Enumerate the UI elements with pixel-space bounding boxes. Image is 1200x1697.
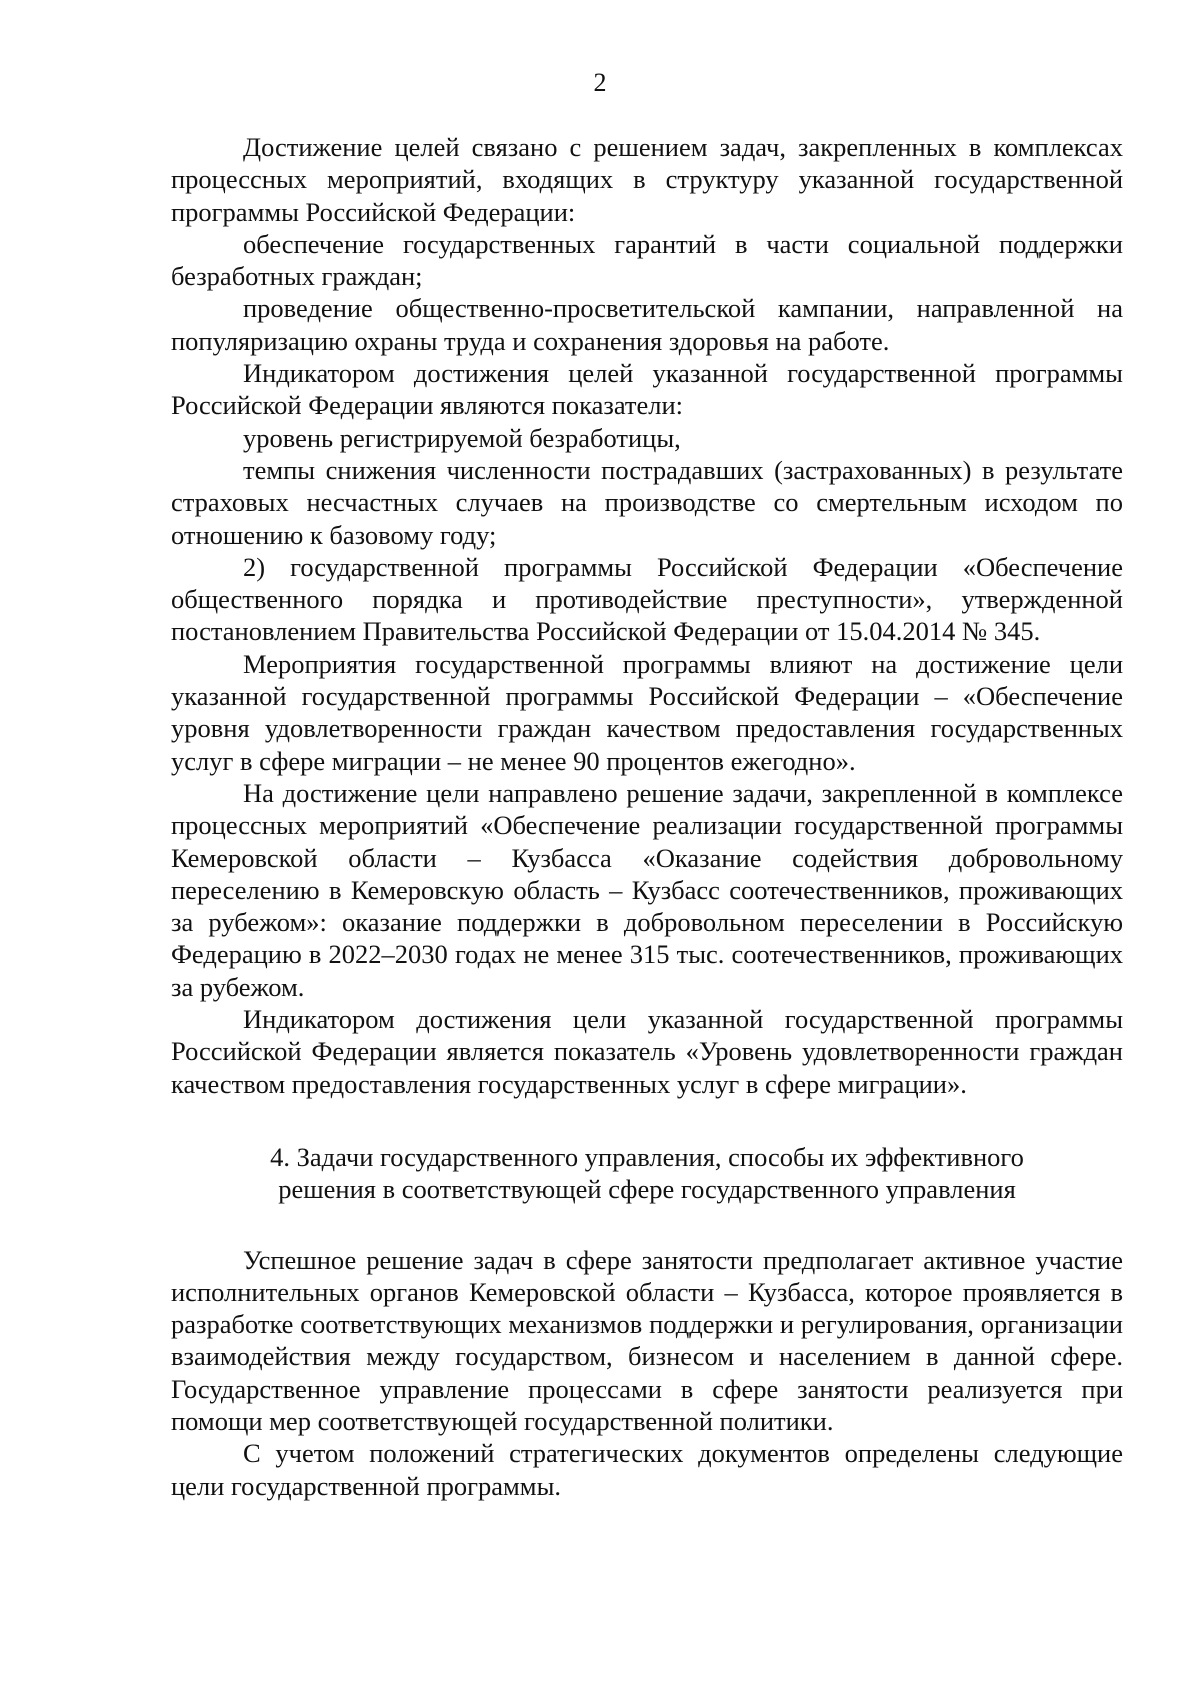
paragraph: проведение общественно-просветительской кампании, направленной на популяризацию охраны труда и сохранения здоровья на работе. — [171, 293, 1123, 356]
paragraph: обеспечение государственных гарантий в части социальной поддержки безработных граждан; — [171, 228, 1123, 292]
paragraph: темпы снижения численности пострадавших (застрахованных) в результате страховых несчастных случаев на производстве со смертельным исходом по отношению к базовому году; — [171, 454, 1123, 550]
document-body — [171, 131, 1123, 1502]
paragraph: уровень регистрируемой безработицы, — [243, 422, 681, 453]
section-heading-line: решения в соответствующей сфере государственного управления — [278, 1174, 1016, 1205]
paragraph: 2) государственной программы Российской Федерации «Обеспечение общественного порядка и противодействие преступности», утвержденной постановлением Правительства Российской Федерации от 15.04.2014 № 345. — [171, 551, 1123, 647]
page-number: 2 — [593, 68, 607, 97]
paragraph: На достижение цели направлено решение задачи, закрепленной в комплексе процессных мероприятий «Обеспечение реализации государственной программы Кемеровской области – Кузбасса «Оказание содействия добровольному переселению в Кемеровскую область – Кузбасс соотечественников, проживающих за рубежом»: оказание поддержки в добровольном переселении в Российскую Федерацию в 2022–2030 годах не менее 315 тыс. соотечественников, проживающих за рубежом. — [171, 777, 1123, 1002]
section-heading-line: 4. Задачи государственного управления, способы их эффективного — [270, 1141, 1024, 1172]
section-heading — [171, 1141, 1123, 1206]
paragraph: Успешное решение задач в сфере занятости предполагает активное участие исполнительных органов Кемеровской области – Кузбасса, которое проявляется в разработке соответствующих механизмов поддержки и регулирования, организации взаимодействия между государством, бизнесом и населением в данной сфере. Государственное управление процессами в сфере занятости реализуется при помощи мер соответствующей государственной политики. — [171, 1244, 1123, 1436]
paragraph: Мероприятия государственной программы влияют на достижение цели указанной государственной программы Российской Федерации – «Обеспечение уровня удовлетворенности граждан качеством предоставления государственных услуг в сфере миграции – не менее 90 процентов ежегодно». — [171, 648, 1123, 776]
paragraph: Индикатором достижения цели указанной государственной программы Российской Федерации является показатель «Уровень удовлетворенности граждан качеством предоставления государственных услуг в сфере миграции». — [171, 1004, 1123, 1099]
paragraph: Достижение целей связано с решением задач, закрепленных в комплексах процессных мероприятий, входящих в структуру указанной государственной программы Российской Федерации: — [171, 132, 1123, 227]
paragraph: Индикатором достижения целей указанной государственной программы Российской Федерации являются показатели: — [171, 358, 1123, 421]
paragraph: С учетом положений стратегических документов определены следующие цели государственной программы. — [171, 1438, 1123, 1501]
